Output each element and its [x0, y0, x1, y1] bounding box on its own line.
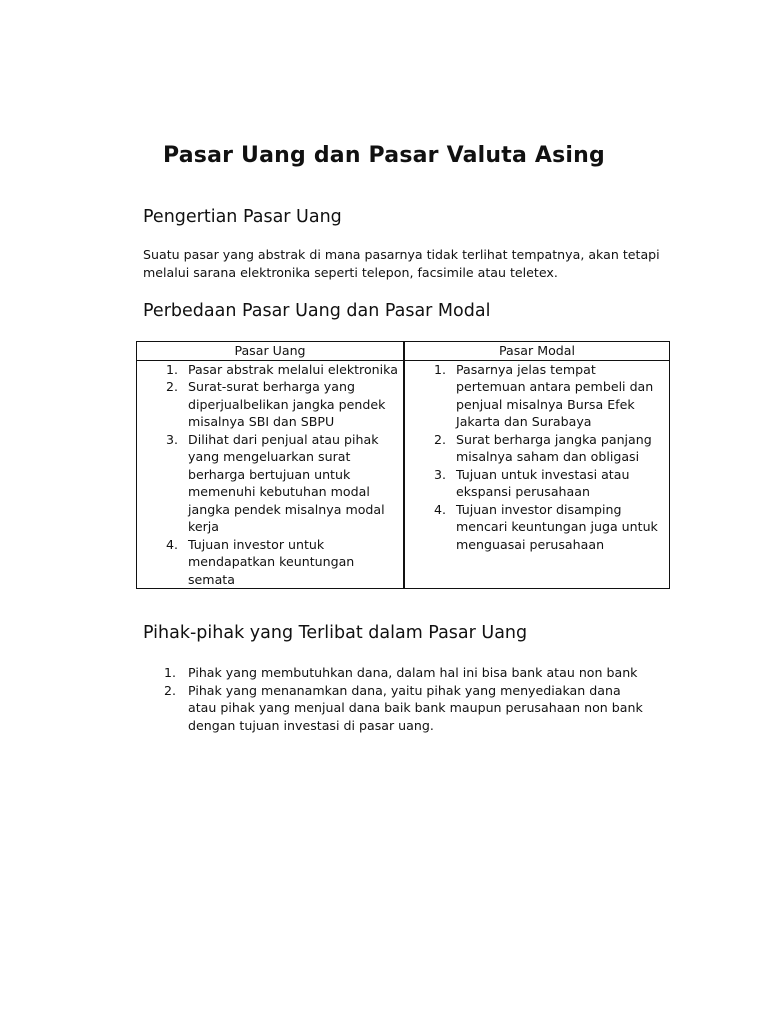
- list-number: 2.: [164, 682, 177, 698]
- list-item-text: Surat berharga jangka panjang misalnya saham dan obligasi: [456, 431, 652, 464]
- table-header-pasar-uang: Pasar Uang: [137, 342, 405, 361]
- table-header-pasar-modal: Pasar Modal: [404, 342, 670, 361]
- list-item: [137, 361, 403, 379]
- definition-paragraph: Suatu pasar yang abstrak di mana pasarnya tidak terlihat tempatnya, akan tetapi melalui sarana elektronika seperti telepon, facsimile atau teletex.: [143, 247, 660, 280]
- list-item: [405, 431, 669, 466]
- list-number: 4.: [166, 536, 179, 552]
- list-number: 1.: [164, 665, 177, 680]
- list-number: 1.: [434, 361, 447, 377]
- list-item: [143, 682, 643, 735]
- pasar-modal-list: [405, 361, 669, 554]
- list-item-text: Pasar abstrak melalui elektronika: [188, 361, 398, 377]
- table-cell-pasar-uang: [137, 360, 405, 589]
- list-number: 3.: [434, 466, 447, 482]
- list-item: [405, 361, 669, 431]
- page-title: Pasar Uang dan Pasar Valuta Asing: [163, 143, 605, 168]
- list-number: 2.: [434, 431, 447, 447]
- list-number: 3.: [166, 431, 179, 447]
- list-item: [137, 536, 403, 589]
- list-item-text: Pihak yang menanamkan dana, yaitu pihak yang menyediakan dana atau pihak yang menjual dana baik bank maupun perusahaan non bank dengan tujuan investasi di pasar uang.: [188, 682, 643, 733]
- list-item-text: Tujuan untuk investasi atau ekspansi perusahaan: [456, 466, 630, 499]
- list-item: [405, 466, 669, 501]
- section-heading-perbedaan: Perbedaan Pasar Uang dan Pasar Modal: [143, 301, 491, 321]
- list-number: 1.: [166, 361, 179, 377]
- table-cell-pasar-modal: [404, 360, 670, 589]
- list-item: [143, 664, 643, 682]
- pihak-list: [143, 664, 643, 734]
- section-heading-pihak: Pihak-pihak yang Terlibat dalam Pasar Uang: [143, 623, 528, 643]
- list-item-text: Surat-surat berharga yang diperjualbelikan jangka pendek misalnya SBI dan SBPU: [188, 379, 386, 429]
- list-item-text: Tujuan investor disamping mencari keuntungan juga untuk menguasai perusahaan: [456, 501, 658, 552]
- pasar-uang-list: [137, 361, 403, 589]
- table-row: [137, 360, 670, 589]
- list-number: 2.: [166, 379, 179, 394]
- list-item: [137, 431, 403, 536]
- table-header-row: [137, 342, 670, 361]
- list-item-text: Pihak yang membutuhkan dana, dalam hal ini bisa bank atau non bank: [188, 665, 638, 680]
- comparison-table: [136, 341, 670, 589]
- list-item-text: Pasarnya jelas tempat pertemuan antara pembeli dan penjual misalnya Bursa Efek Jakarta dan Surabaya: [456, 361, 654, 429]
- section-heading-pengertian: Pengertian Pasar Uang: [143, 207, 342, 227]
- list-item-text: Tujuan investor untuk mendapatkan keuntungan semata: [188, 536, 355, 587]
- list-item-text: Dilihat dari penjual atau pihak yang mengeluarkan surat berharga bertujuan untuk memenuhi kebutuhan modal jangka pendek misalnya modal kerja: [188, 431, 385, 534]
- list-item: [137, 378, 403, 431]
- list-number: 4.: [434, 501, 447, 517]
- list-item: [405, 501, 669, 554]
